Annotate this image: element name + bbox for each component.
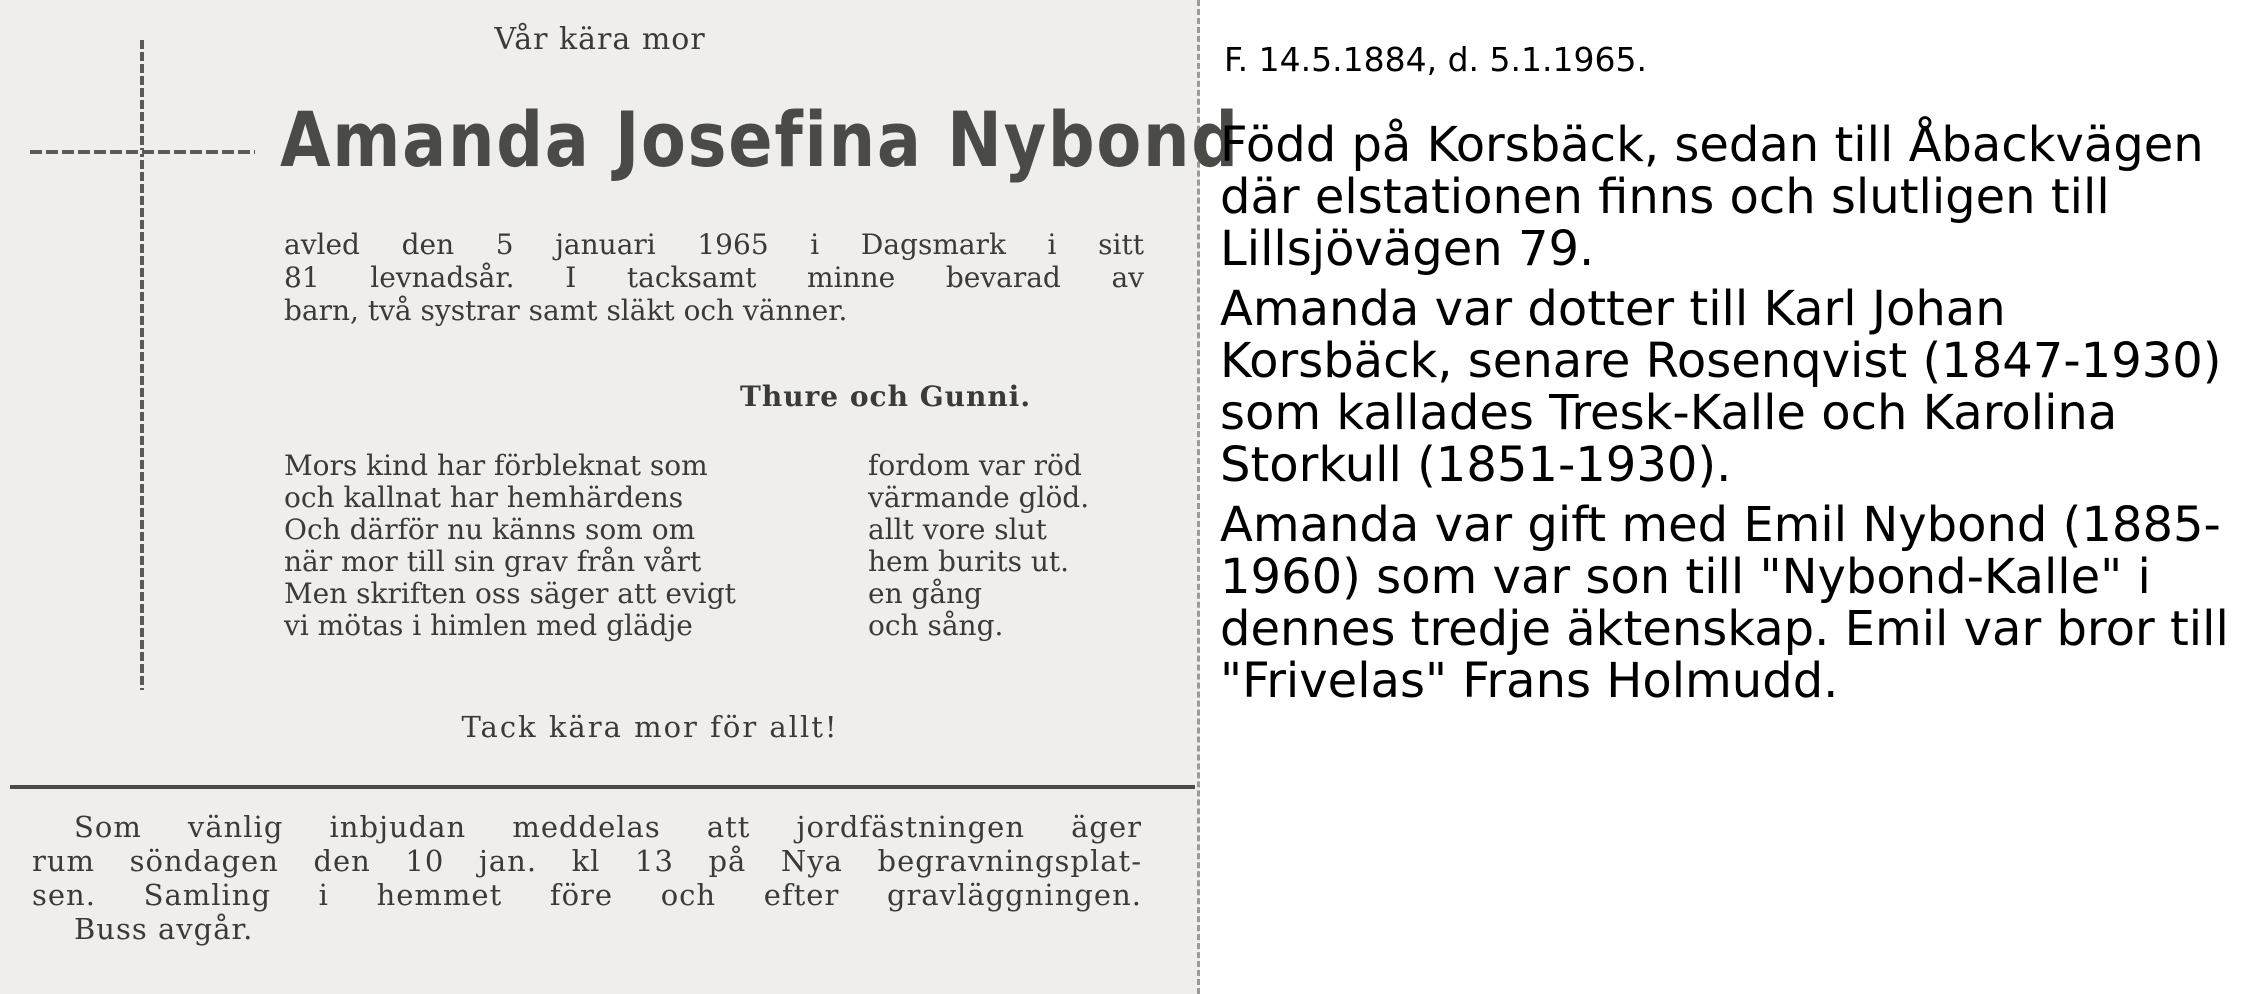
- parents-paragraph: Amanda var dotter till Karl Johan Korsbäck, senare Rosenqvist (1847-1930) som kallades Tresk-Kalle och Karolina Storkull (1851-1930).: [1220, 281, 2222, 493]
- memorial-poem: [284, 450, 1089, 642]
- poem-line-right: hem burits ut.: [868, 545, 1070, 578]
- poem-line: [284, 546, 1089, 578]
- marriage-paragraph: Amanda var gift med Emil Nybond (1885-1960) som var son till "Nybond-Kalle" i dennes tredje äktenskap. Emil var bror till "Frivelas" Frans Holmudd.: [1220, 497, 2229, 709]
- poem-line-right: värmande glöd.: [868, 481, 1090, 514]
- funeral-line: Som vänlig inbjudan meddelas att jordfästningen äger: [74, 810, 1142, 844]
- cross-icon: [140, 40, 144, 690]
- poem-line-right: allt vore slut: [868, 513, 1047, 546]
- poem-line: [284, 450, 1089, 482]
- poem-line: [284, 514, 1089, 546]
- cross-bar: [30, 150, 255, 154]
- death-notice: [284, 228, 1144, 327]
- intro-text: Vår kära mor: [494, 22, 706, 57]
- poem-line: [284, 578, 1089, 610]
- funeral-notice: [32, 810, 1142, 946]
- thanks-line: Tack kära mor för allt!: [461, 710, 839, 744]
- poem-line-right: och sång.: [868, 609, 1004, 642]
- divider: [10, 785, 1195, 789]
- funeral-line: Buss avgår.: [74, 912, 254, 946]
- poem-line-left: vi mötas i himlen med glädje: [284, 609, 693, 642]
- death-notice-line: avled den 5 januari 1965 i Dagsmark i sitt: [284, 228, 1144, 261]
- biography-notes: [1220, 40, 2250, 715]
- poem-line-right: fordom var röd: [868, 449, 1082, 482]
- poem-line-left: och kallnat har hemhärdens: [284, 481, 684, 514]
- deceased-name: Amanda Josefina Nybond: [280, 95, 1240, 184]
- poem-line: [284, 610, 1089, 642]
- poem-line-left: Och därför nu känns som om: [284, 513, 696, 546]
- poem-line-left: Mors kind har förbleknat som: [284, 449, 708, 482]
- poem-line-right: en gång: [868, 577, 983, 610]
- funeral-line: sen. Samling i hemmet före och efter gravläggningen.: [32, 878, 1142, 912]
- death-notice-line: 81 levnadsår. I tacksamt minne bevarad av: [284, 261, 1144, 294]
- signature: Thure och Gunni.: [740, 380, 1032, 413]
- funeral-line: rum söndagen den 10 jan. kl 13 på Nya begravningsplat-: [32, 844, 1142, 878]
- residence-paragraph: Född på Korsbäck, sedan till Åbackvägen där elstationen finns och slutligen till Lillsjövägen 79.: [1220, 117, 2204, 277]
- birth-death-dates: F. 14.5.1884, d. 5.1.1965.: [1224, 40, 1647, 79]
- poem-line-left: Men skriften oss säger att evigt: [284, 577, 736, 610]
- poem-line: [284, 482, 1089, 514]
- death-notice-line: barn, två systrar samt släkt och vänner.: [284, 294, 848, 327]
- obituary-notice: [0, 0, 1240, 790]
- poem-line-left: när mor till sin grav från vårt: [284, 545, 702, 578]
